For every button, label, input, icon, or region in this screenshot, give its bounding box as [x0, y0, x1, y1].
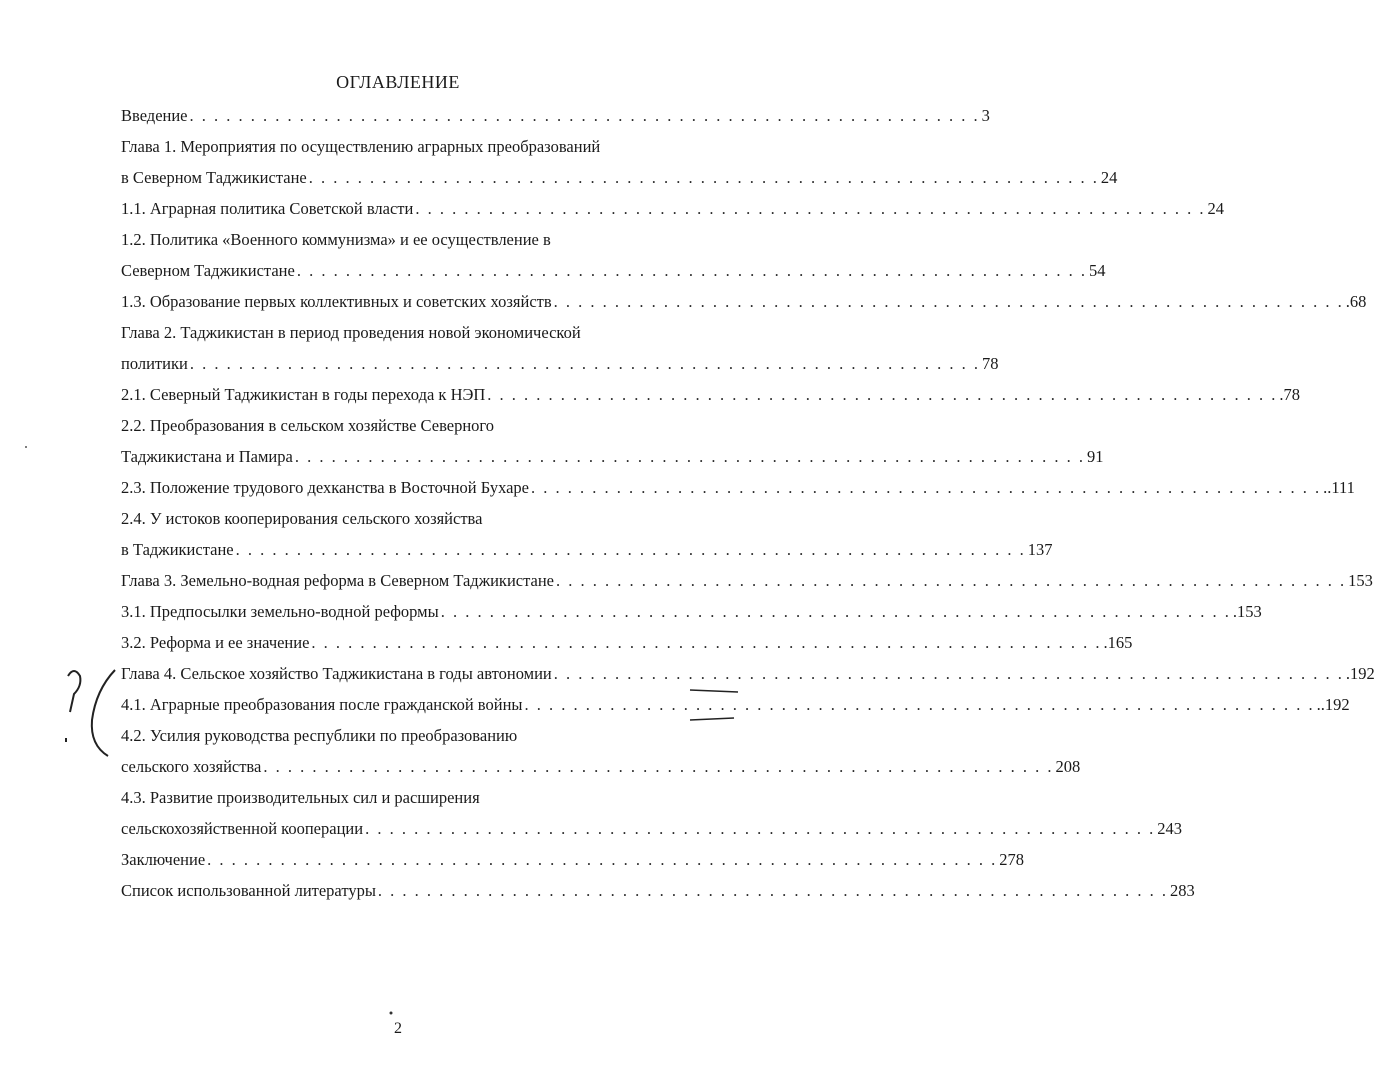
dot-leader: . . . . . . . . . . . . . . . . . . . . . . . . . . . . . . . . . . . . . . . . . . . . . . . . . . . . . . . . . . . . . . . . . [294, 447, 1085, 466]
dot-leader: . . . . . . . . . . . . . . . . . . . . . . . . . . . . . . . . . . . . . . . . . . . . . . . . . . . . . . . . . . . . . . . . . [311, 633, 1102, 652]
toc-entry-text: Глава 4. Сельское хозяйство Таджикистана в годы автономии [121, 664, 552, 683]
toc-entry-page: .153 [1232, 602, 1262, 621]
toc-entry-text: 2.1. Северный Таджикистан в годы перехода к НЭП [121, 385, 486, 404]
toc-entry-text: 3.2. Реформа и ее значение [121, 633, 310, 652]
toc-entry-page: 24 [1100, 168, 1118, 187]
dot-leader: . . . . . . . . . . . . . . . . . . . . . . . . . . . . . . . . . . . . . . . . . . . . . . . . . . . . . . . . . . . . . . . . . [524, 695, 1315, 714]
toc-entry-page: 54 [1088, 261, 1106, 280]
toc-entry-page: ..111 [1323, 478, 1355, 497]
toc-entry-page: .165 [1103, 633, 1133, 652]
dot-leader: . . . . . . . . . . . . . . . . . . . . . . . . . . . . . . . . . . . . . . . . . . . . . . . . . . . . . . . . . . . . . . . . . [553, 664, 1344, 683]
toc-entry-text: Северном Таджикистане [121, 261, 295, 280]
dot-leader: . . . . . . . . . . . . . . . . . . . . . . . . . . . . . . . . . . . . . . . . . . . . . . . . . . . . . . . . . . . . . . . . . [365, 819, 1156, 838]
toc-entry-page: 3 [981, 106, 990, 125]
dot-leader: . . . . . . . . . . . . . . . . . . . . . . . . . . . . . . . . . . . . . . . . . . . . . . . . . . . . . . . . . . . . . . . . . [235, 540, 1026, 559]
toc-entry-page: 283 [1170, 881, 1195, 900]
toc-entry-text: сельскохозяйственной кооперации [121, 819, 364, 838]
toc-entry: 1.2. Политика «Военного коммунизма» и ее осуществление в [121, 230, 551, 249]
toc-entry: Глава 1. Мероприятия по осуществлению аграрных преобразований [121, 137, 601, 156]
toc-entry-text: сельского хозяйства [121, 757, 262, 776]
dot-leader: . . . . . . . . . . . . . . . . . . . . . . . . . . . . . . . . . . . . . . . . . . . . . . . . . . . . . . . . . . . . . . . . . [377, 881, 1169, 900]
toc-entry-text: 3.1. Предпосылки земельно-водной реформы [121, 602, 439, 621]
toc-entry-text: в Северном Таджикистане [121, 168, 307, 187]
toc-entry-page: 78 [981, 354, 999, 373]
page-number: 2 [394, 1020, 402, 1037]
toc-entry-page: ..192 [1316, 695, 1350, 714]
toc-entry-text: Глава 3. Земельно-водная реформа в Северном Таджикистане [121, 571, 554, 590]
toc-entry: 2.2. Преобразования в сельском хозяйстве Северного [121, 416, 495, 435]
toc-entry-text: Введение [121, 106, 188, 125]
toc-entry-page: 24 [1207, 199, 1224, 218]
toc-entry: 4.2. Усилия руководства республики по преобразованию [121, 726, 518, 745]
toc-entry-page: 243 [1157, 819, 1182, 838]
dot-leader: . . . . . . . . . . . . . . . . . . . . . . . . . . . . . . . . . . . . . . . . . . . . . . . . . . . . . . . . . . . . . . . . . [553, 292, 1344, 311]
dot-leader: . . . . . . . . . . . . . . . . . . . . . . . . . . . . . . . . . . . . . . . . . . . . . . . . . . . . . . . . . . . . . . . . . [189, 106, 980, 125]
toc-entry-page: .68 [1345, 292, 1367, 311]
toc-title: ОГЛАВЛЕНИЕ [336, 72, 460, 92]
dot-leader: . . . . . . . . . . . . . . . . . . . . . . . . . . . . . . . . . . . . . . . . . . . . . . . . . . . . . . . . . . . . . . . . . [296, 261, 1087, 280]
dot-leader: . . . . . . . . . . . . . . . . . . . . . . . . . . . . . . . . . . . . . . . . . . . . . . . . . . . . . . . . . . . . . . . . . [189, 354, 980, 373]
toc-entry-text: 2.3. Положение трудового дехканства в Восточной Бухаре [121, 478, 529, 497]
toc-entry-text: в Таджикистане [121, 540, 234, 559]
toc-entry-text: 1.3. Образование первых коллективных и советских хозяйств [121, 292, 552, 311]
toc-entry-page: 137 [1027, 540, 1053, 559]
toc-entry-text: 4.1. Аграрные преобразования после гражданской войны [121, 695, 523, 714]
toc-entry-page: .192 [1345, 664, 1375, 683]
toc-entry-page: 91 [1086, 447, 1104, 466]
dot-leader: . . . . . . . . . . . . . . . . . . . . . . . . . . . . . . . . . . . . . . . . . . . . . . . . . . . . . . . . . . . . . . . . . [308, 168, 1099, 187]
dot-leader: . . . . . . . . . . . . . . . . . . . . . . . . . . . . . . . . . . . . . . . . . . . . . . . . . . . . . . . . . . . . . . . . . [531, 478, 1322, 497]
toc-entry-text: Список использованной литературы [121, 881, 376, 900]
dot-leader: . . . . . . . . . . . . . . . . . . . . . . . . . . . . . . . . . . . . . . . . . . . . . . . . . . . . . . . . . . . . . . . . . [415, 199, 1206, 218]
toc-entry-page: .78 [1279, 385, 1301, 404]
dot-leader: . . . . . . . . . . . . . . . . . . . . . . . . . . . . . . . . . . . . . . . . . . . . . . . . . . . . . . . . . . . . . . . . . [556, 571, 1347, 590]
toc-entry-page: 278 [999, 850, 1025, 869]
toc-entry-text: Таджикистана и Памира [121, 447, 293, 466]
toc-entry-text: 1.1. Аграрная политика Советской власти [121, 199, 414, 218]
toc-entry-page: 153 [1348, 571, 1373, 590]
toc-entry: 4.3. Развитие производительных сил и расширения [121, 788, 480, 807]
dot-leader: . . . . . . . . . . . . . . . . . . . . . . . . . . . . . . . . . . . . . . . . . . . . . . . . . . . . . . . . . . . . . . . . . [487, 385, 1278, 404]
toc-entry-page: 208 [1055, 757, 1081, 776]
toc-entry-text: Заключение [121, 850, 206, 869]
toc-entry-text: политики [121, 354, 188, 373]
dot-leader: . . . . . . . . . . . . . . . . . . . . . . . . . . . . . . . . . . . . . . . . . . . . . . . . . . . . . . . . . . . . . . . . . [207, 850, 998, 869]
dot-leader: . . . . . . . . . . . . . . . . . . . . . . . . . . . . . . . . . . . . . . . . . . . . . . . . . . . . . . . . . . . . . . . . . [440, 602, 1231, 621]
dot-leader: . . . . . . . . . . . . . . . . . . . . . . . . . . . . . . . . . . . . . . . . . . . . . . . . . . . . . . . . . . . . . . . . . [263, 757, 1054, 776]
toc-entry: 2.4. У истоков кооперирования сельского хозяйства [121, 509, 483, 528]
toc-entry: Глава 2. Таджикистан в период проведения новой экономической [121, 323, 581, 342]
